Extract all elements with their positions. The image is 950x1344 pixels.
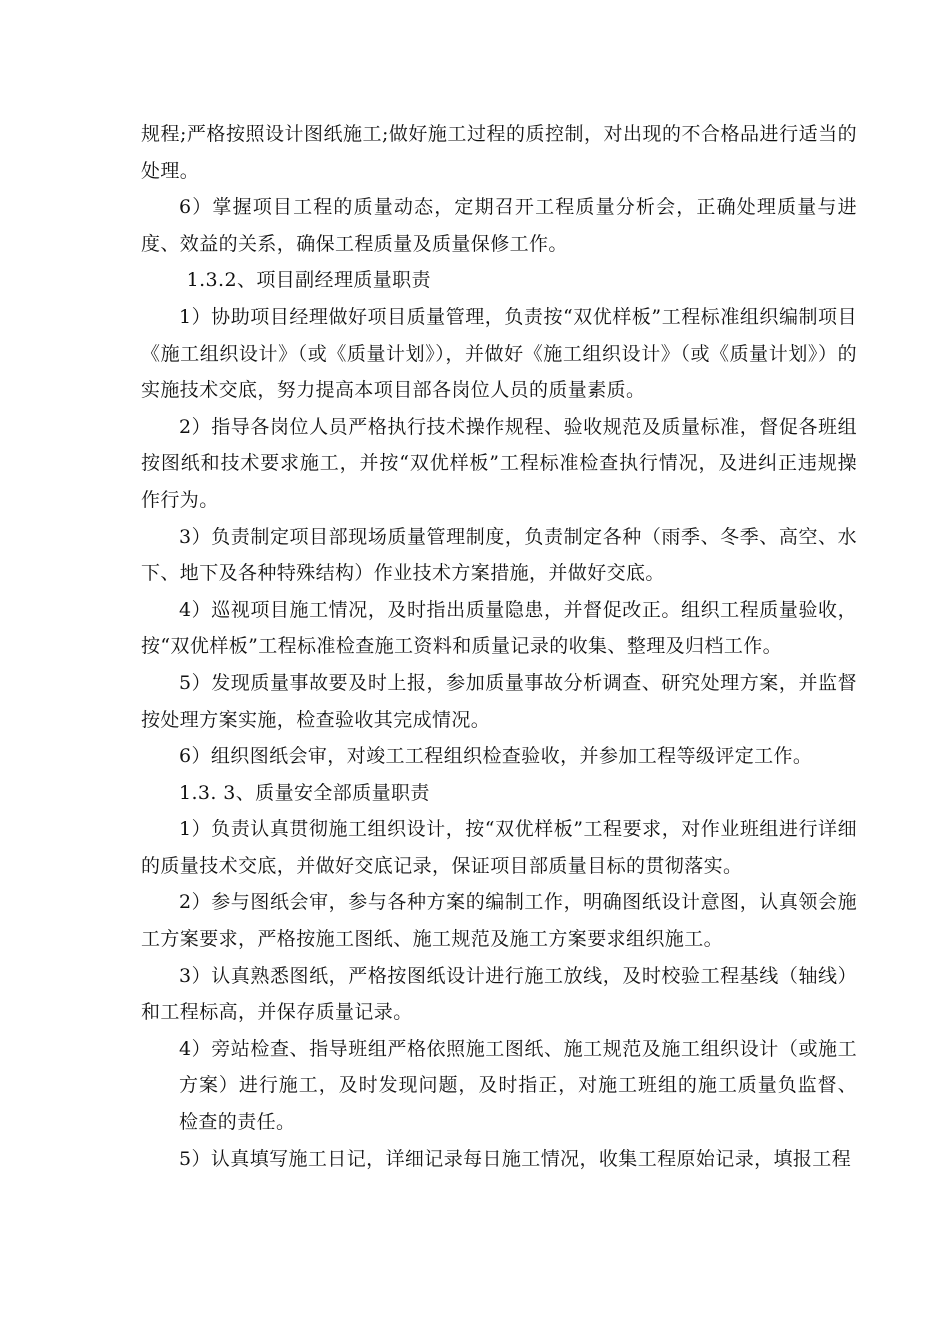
- paragraph-item-4b: 4）旁站检查、指导班组严格依照施工图纸、施工规范及施工组织设计（或施工方案）进行施工，及时发现问题，及时指正，对施工班组的施工质量负监督、检查的责任。: [179, 1037, 857, 1134]
- paragraph-item-2: 2）指导各岗位人员严格执行技术操作规程、验收规范及质量标准，督促各班组按图纸和技术要求施工，并按“双优样板”工程标准检查执行情况，及进纠正违规操作行为。: [141, 415, 857, 511]
- paragraph-item-5: 5）发现质量事故要及时上报，参加质量事故分析调查、研究处理方案，并监督按处理方案实施，检查验收其完成情况。: [141, 671, 857, 731]
- paragraph-continuation: 规程;严格按照设计图纸施工;做好施工过程的质控制，对出现的不合格品进行适当的处理。: [141, 123, 857, 182]
- paragraph-item-3b: 3）认真熟悉图纸，严格按图纸设计进行施工放线，及时校验工程基线（轴线）和工程标高，并保存质量记录。: [141, 964, 857, 1024]
- paragraph-item-1b: 1）负责认真贯彻施工组织设计，按“双优样板”工程要求，对作业班组进行详细的质量技术交底，并做好交底记录，保证项目部质量目标的贯彻落实。: [141, 818, 857, 877]
- paragraph-item-3: 3）负责制定项目部现场质量管理制度，负责制定各种（雨季、冬季、高空、水下、地下及各种特殊结构）作业技术方案措施，并做好交底。: [141, 525, 857, 585]
- paragraph-item-6b: 6）组织图纸会审，对竣工工程组织检查验收，并参加工程等级评定工作。: [179, 745, 813, 768]
- section-heading-1-3-3: 1.3. 3、质量安全部质量职责: [179, 781, 430, 804]
- section-heading-1-3-2: 1.3.2、项目副经理质量职责: [186, 269, 431, 292]
- document-page: [141, 116, 857, 1177]
- paragraph-item-6: 6）掌握项目工程的质量动态，定期召开工程质量分析会，正确处理质量与进度、效益的关系，确保工程质量及质量保修工作。: [141, 196, 857, 255]
- paragraph-item-5b: 5）认真填写施工日记，详细记录每日施工情况，收集工程原始记录，填报工程: [179, 1147, 852, 1170]
- paragraph-item-4: 4）巡视项目施工情况，及时指出质量隐患，并督促改正。组织工程质量验收，按“双优样板”工程标准检查施工资料和质量记录的收集、整理及归档工作。: [141, 598, 857, 658]
- paragraph-item-1: 1）协助项目经理做好项目质量管理，负责按“双优样板”工程标准组织编制项目《施工组织设计》（或《质量计划》），并做好《施工组织设计》（或《质量计划》）的实施技术交底，努力提高本项目部各岗位人员的质量素质。: [141, 305, 857, 402]
- paragraph-item-2b: 2）参与图纸会审，参与各种方案的编制工作，明确图纸设计意图，认真领会施工方案要求，严格按施工图纸、施工规范及施工方案要求组织施工。: [141, 891, 857, 951]
